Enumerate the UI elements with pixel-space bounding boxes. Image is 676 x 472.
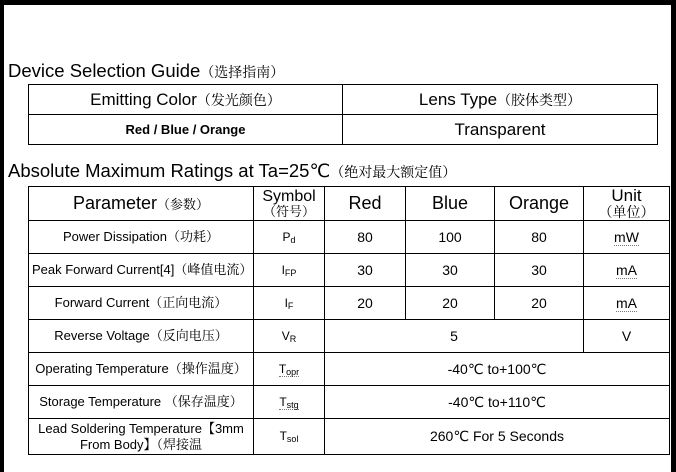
ratings-title: Absolute Maximum Ratings at Ta=25℃ [8,160,331,181]
symbol-cell: $T_{opr}$ [254,353,325,386]
merged-value: 5 [325,320,584,353]
red-value: 30 [325,254,406,287]
emitting-color-value: Red / Blue / Orange [29,115,343,145]
symbol-cell: $I_{FP}$ [254,254,325,287]
ratings-header-row [29,187,670,221]
merged-value: 260℃ For 5 Seconds [325,419,670,455]
parameter-header: Parameter（参数） [29,187,254,221]
blue-value: 100 [406,221,495,254]
selection-guide-header-row [29,85,658,115]
table-row [29,320,670,353]
parameter-cell: Reverse Voltage（反向电压） [29,320,254,353]
table-row [29,386,670,419]
symbol-cell: $T_{stg}$ [254,386,325,419]
selection-guide-value-row [29,115,658,145]
orange-header: Orange [495,187,584,221]
red-value: 20 [325,287,406,320]
parameter-cell: Peak Forward Current[4]（峰值电流） [29,254,254,287]
orange-value: 30 [495,254,584,287]
symbol-cell: $I_F$ [254,287,325,320]
symbol-cell: $T_{sol}$ [254,419,325,455]
blue-value: 20 [406,287,495,320]
symbol-cell: $V_R$ [254,320,325,353]
ratings-title-cn: （绝对最大额定值） [330,164,457,180]
table-row [29,287,670,320]
orange-value: 80 [495,221,584,254]
selection-guide-table [28,84,658,145]
table-row [29,353,670,386]
table-row [29,254,670,287]
selection-guide-title: Device Selection Guide [8,60,201,81]
blue-header: Blue [406,187,495,221]
parameter-cell: Forward Current（正向电流） [29,287,254,320]
table-row [29,419,670,455]
unit-cell: mW [584,221,670,254]
page-frame-right [671,0,676,472]
emitting-color-header: Emitting Color（发光颜色） [29,85,343,115]
red-value: 80 [325,221,406,254]
red-header: Red [325,187,406,221]
selection-guide-heading [8,60,284,82]
merged-value: -40℃ to+100℃ [325,353,670,386]
table-row [29,221,670,254]
unit-cell: mA [584,287,670,320]
unit-cell: V [584,320,670,353]
ratings-heading [8,160,456,182]
parameter-cell: Operating Temperature（操作温度） [29,353,254,386]
symbol-header: Symbol （符号） [254,187,325,221]
page-frame-top [0,0,676,5]
lens-type-header: Lens Type（胶体类型） [343,85,658,115]
lens-type-value: Transparent [343,115,658,145]
parameter-cell: Power Dissipation（功耗） [29,221,254,254]
parameter-cell: Lead Soldering Temperature【3mm From Body】（焊接温 [29,419,254,455]
parameter-cell: Storage Temperature （保存温度） [29,386,254,419]
orange-value: 20 [495,287,584,320]
unit-header: Unit（单位） [584,187,670,221]
merged-value: -40℃ to+110℃ [325,386,670,419]
page-frame-left [0,0,4,472]
blue-value: 30 [406,254,495,287]
unit-cell: mA [584,254,670,287]
selection-guide-title-cn: （选择指南） [200,64,285,80]
ratings-table [28,186,670,455]
symbol-cell: $P_d$ [254,221,325,254]
